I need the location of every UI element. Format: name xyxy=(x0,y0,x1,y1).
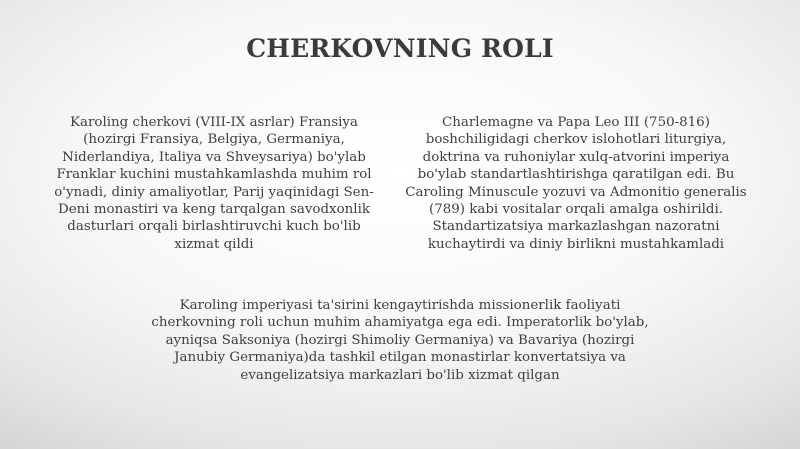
paragraph-right: Charlemagne va Papa Leo III (750-816) boshchiligidagi cherkov islohotlari liturgiya, doktrina va ruhoniylar xulq-atvorini imperiya bo'ylab standartlashtirishga qaratilgan edi. Bu Caroling Minuscule yozuvi va Admonitio generalis (789) kabi vositalar orqali amalga oshirildi. Standartizatsiya markazlashgan nazoratni kuchaytirdi va diniy birlikni mustahkamladi xyxy=(405,115,747,252)
slide-title: CHERKOVNING ROLI xyxy=(246,34,554,63)
paragraph-left: Karoling cherkovi (VIII-IX asrlar) Fransiya (hozirgi Fransiya, Belgiya, Germaniya, Niderlandiya, Italiya va Shveysariya) bo'ylab Franklar kuchini mustahkamlashda muhim rol o'ynadi, diniy amaliyotlar, Parij yaqinidagi Sen-Deni monastiri va keng tarqalgan savodxonlik dasturlari orqali birlashtiruvchi kuch bo'lib xizmat qildi xyxy=(54,115,374,252)
paragraph-bottom: Karoling imperiyasi ta'sirini kengaytirishda missionerlik faoliyati cherkovning roli uchun muhim ahamiyatga ega edi. Imperatorlik bo'ylab, ayniqsa Saksoniya (hozirgi Shimoliy Germaniya) va Bavariya (hozirgi Janubiy Germaniya)da tashkil etilgan monastirlar konvertatsiya va evangelizatsiya markazlari bo'lib xizmat qilgan xyxy=(151,298,649,383)
